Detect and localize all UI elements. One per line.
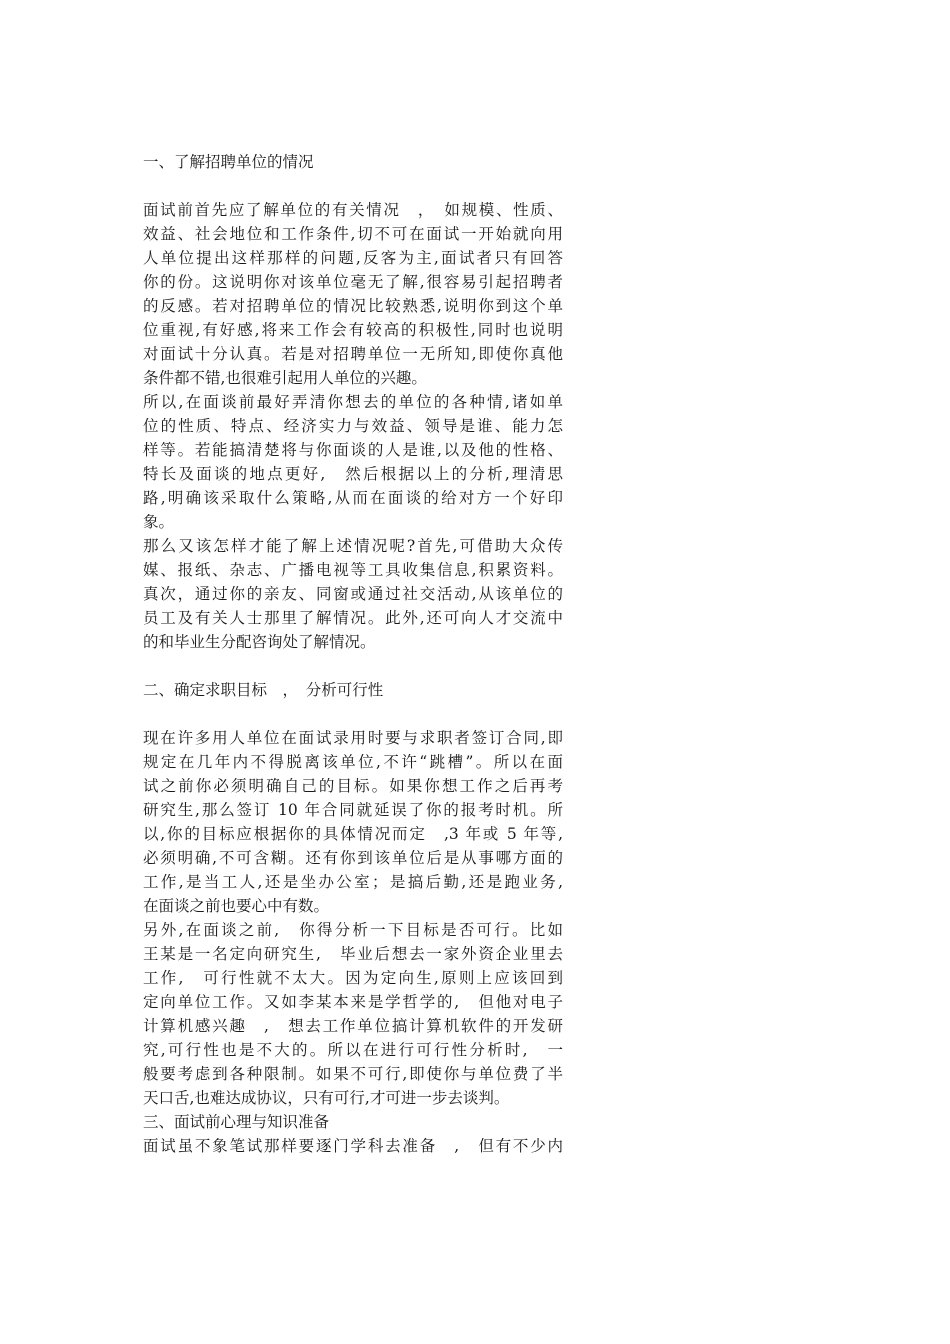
section-1-heading: 一、了解招聘单位的情况 [143, 153, 314, 171]
text-line: 在面谈之前也要心中有数。 [143, 897, 330, 915]
section-2-paragraph-1 [143, 726, 563, 918]
section-3-heading: 三、面试前心理与知识准备 [143, 1113, 330, 1131]
text-line: 员工及有关人士那里了解情况。此外,还可向人才交流中 [143, 609, 563, 627]
section-1-paragraph-1 [143, 198, 563, 390]
text-line: 所以,在面谈前最好弄清你想去的单位的各种情,诸如单 [143, 393, 563, 411]
text-line: 天口舌,也难达成协议，只有可行,才可进一步去谈判。 [143, 1089, 510, 1107]
text-line: 般要考虑到各种限制。如果不可行,即使你与单位费了半 [143, 1065, 563, 1083]
text-line: 工作, 可行性就不太大。因为定向生,原则上应该回到 [143, 969, 563, 987]
text-line: 定向单位工作。又如李某本来是学哲学的, 但他对电子 [143, 993, 563, 1011]
document-page [143, 150, 563, 1158]
spacer [143, 702, 563, 726]
text-line: 位重视,有好感,将来工作会有较高的积极性,同时也说明 [143, 321, 563, 339]
text-line: 另外,在面谈之前, 你得分析一下目标是否可行。比如 [143, 921, 563, 939]
spacer [143, 654, 563, 678]
section-2-paragraph-2 [143, 918, 563, 1110]
text-line: 象。 [143, 513, 175, 531]
text-line: 究,可行性也是不大的。所以在进行可行性分析时, 一 [143, 1041, 563, 1059]
text-line: 特长及面谈的地点更好, 然后根据以上的分析,理清思 [143, 465, 563, 483]
text-line: 现在许多用人单位在面试录用时要与求职者签订合同,即 [143, 729, 563, 747]
text-line: 样等。若能搞清楚将与你面谈的人是谁,以及他的性格、 [143, 441, 563, 459]
text-line: 王某是一名定向研究生, 毕业后想去一家外资企业里去 [143, 945, 563, 963]
text-line: 面试虽不象笔试那样要逐门学科去准备 , 但有不少内 [143, 1137, 563, 1155]
text-line: 的反感。若对招聘单位的情况比较熟悉,说明你到这个单 [143, 297, 563, 315]
text-line: 真次，通过你的亲友、同窗或通过社交活动,从该单位的 [143, 585, 563, 603]
text-line: 以,你的目标应根据你的具体情况而定 ,3 年或 5 年等, [143, 825, 563, 843]
text-line: 人单位提出这样那样的问题,反客为主,面试者只有回答 [143, 249, 563, 267]
text-line: 你的份。这说明你对该单位毫无了解,很容易引起招聘者 [143, 273, 563, 291]
text-line: 面试前首先应了解单位的有关情况 ， 如规模、性质、 [143, 201, 563, 219]
text-line: 研究生,那么签订 10 年合同就延误了你的报考时机。所 [143, 801, 563, 819]
text-line: 位的性质、特点、经济实力与效益、领导是谁、能力怎 [143, 417, 563, 435]
text-line: 对面试十分认真。若是对招聘单位一无所知,即使你真他 [143, 345, 563, 363]
text-line: 的和毕业生分配咨询处了解情况。 [143, 633, 376, 651]
text-line: 工作,是当工人,还是坐办公室；是搞后勤,还是跑业务, [143, 873, 563, 891]
text-line: 效益、社会地位和工作条件,切不可在面试一开始就向用 [143, 225, 563, 243]
text-line: 计算机感兴趣 , 想去工作单位搞计算机软件的开发研 [143, 1017, 563, 1035]
section-2-heading: 二、确定求职目标 ， 分析可行性 [143, 681, 384, 699]
text-line: 路,明确该采取什么策略,从而在面谈的给对方一个好印 [143, 489, 563, 507]
section-3-paragraph-1 [143, 1134, 563, 1158]
text-line: 条件都不错,也很难引起用人单位的兴趣。 [143, 369, 427, 387]
section-1-paragraph-3 [143, 534, 563, 654]
text-line: 试之前你必须明确自己的目标。如果你想工作之后再考 [143, 777, 563, 795]
spacer [143, 174, 563, 198]
section-1-paragraph-2 [143, 390, 563, 534]
text-line: 规定在几年内不得脱离该单位,不许“跳槽”。所以在面 [143, 753, 563, 771]
text-line: 媒、报纸、杂志、广播电视等工具收集信息,积累资料。 [143, 561, 563, 579]
text-line: 那么又该怎样才能了解上述情况呢?首先,可借助大众传 [143, 537, 563, 555]
text-line: 必须明确,不可含糊。还有你到该单位后是从事哪方面的 [143, 849, 563, 867]
